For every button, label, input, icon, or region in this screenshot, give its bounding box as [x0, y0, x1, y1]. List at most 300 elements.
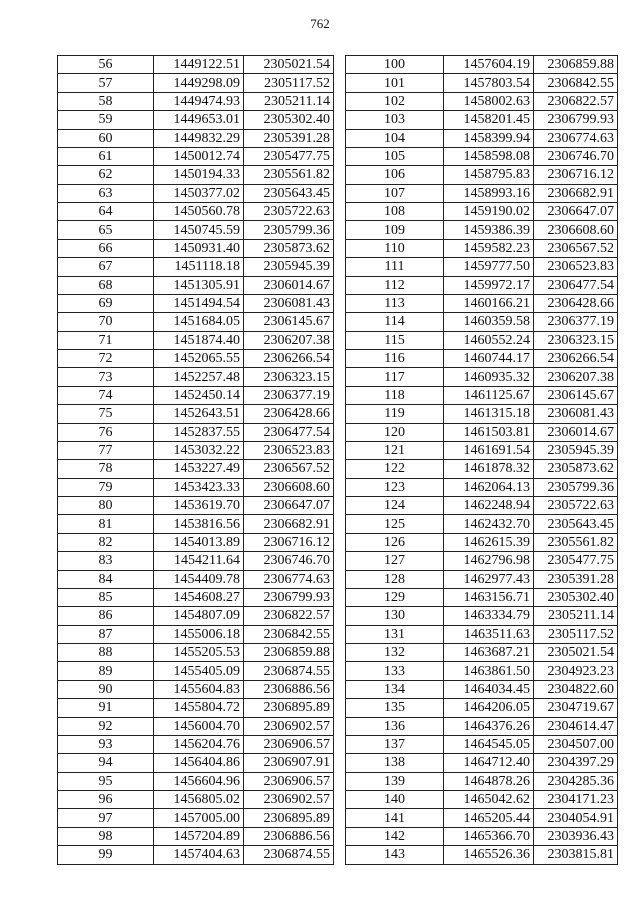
- coordinate-y-cell: 2305722.63: [244, 203, 334, 221]
- table-row: [58, 846, 334, 864]
- coordinate-x-cell: 1452065.55: [154, 350, 244, 368]
- coordinate-x-cell: 1451684.05: [154, 313, 244, 331]
- coordinate-y-cell: 2305873.62: [534, 460, 618, 478]
- table-row: [346, 478, 618, 496]
- table-row: [346, 552, 618, 570]
- table-row: [346, 350, 618, 368]
- table-row: [346, 313, 618, 331]
- coordinate-x-cell: 1455405.09: [154, 662, 244, 680]
- coordinate-x-cell: 1450931.40: [154, 239, 244, 257]
- table-row: [346, 809, 618, 827]
- coordinate-y-cell: 2306716.12: [534, 166, 618, 184]
- coordinate-x-cell: 1459972.17: [444, 276, 534, 294]
- table-row: [346, 56, 618, 74]
- coordinate-x-cell: 1460935.32: [444, 368, 534, 386]
- coordinate-x-cell: 1453816.56: [154, 515, 244, 533]
- coordinate-y-cell: 2306906.57: [244, 735, 334, 753]
- point-number-cell: 122: [346, 460, 444, 478]
- coordinate-y-cell: 2306822.57: [534, 92, 618, 110]
- coordinate-x-cell: 1449832.29: [154, 129, 244, 147]
- coordinate-x-cell: 1460552.24: [444, 331, 534, 349]
- table-row: [346, 294, 618, 312]
- coordinate-y-cell: 2306859.88: [244, 644, 334, 662]
- point-number-cell: 125: [346, 515, 444, 533]
- coordinate-y-cell: 2305302.40: [534, 588, 618, 606]
- coordinate-x-cell: 1451305.91: [154, 276, 244, 294]
- point-number-cell: 87: [58, 625, 154, 643]
- table-row: [58, 239, 334, 257]
- coordinate-x-cell: 1465366.70: [444, 827, 534, 845]
- table-row: [346, 570, 618, 588]
- table-row: [346, 203, 618, 221]
- table-body-left: [58, 56, 334, 865]
- table-row: [58, 203, 334, 221]
- table-row: [346, 827, 618, 845]
- coordinate-y-cell: 2306886.56: [244, 827, 334, 845]
- page-number: 762: [310, 16, 330, 31]
- coordinate-y-cell: 2306895.89: [244, 809, 334, 827]
- coordinate-x-cell: 1451118.18: [154, 258, 244, 276]
- table-row: [58, 313, 334, 331]
- point-number-cell: 135: [346, 699, 444, 717]
- coordinate-y-cell: 2305117.52: [534, 625, 618, 643]
- table-row: [346, 129, 618, 147]
- coordinate-y-cell: 2305643.45: [244, 184, 334, 202]
- point-number-cell: 83: [58, 552, 154, 570]
- coordinate-x-cell: 1450377.02: [154, 184, 244, 202]
- coordinate-x-cell: 1456404.86: [154, 754, 244, 772]
- point-number-cell: 113: [346, 294, 444, 312]
- coordinate-x-cell: 1453423.33: [154, 478, 244, 496]
- coordinate-y-cell: 2306266.54: [534, 350, 618, 368]
- coordinate-y-cell: 2304614.47: [534, 717, 618, 735]
- coordinate-y-cell: 2306567.52: [244, 460, 334, 478]
- coordinate-y-cell: 2304397.29: [534, 754, 618, 772]
- point-number-cell: 60: [58, 129, 154, 147]
- coordinate-y-cell: 2306874.55: [244, 846, 334, 864]
- table-row: [58, 717, 334, 735]
- coordinate-y-cell: 2306608.60: [534, 221, 618, 239]
- point-number-cell: 141: [346, 809, 444, 827]
- point-number-cell: 64: [58, 203, 154, 221]
- table-row: [346, 772, 618, 790]
- table-row: [58, 166, 334, 184]
- coordinate-y-cell: 2306874.55: [244, 662, 334, 680]
- table-body-right: [346, 56, 618, 865]
- point-number-cell: 58: [58, 92, 154, 110]
- coordinate-x-cell: 1450745.59: [154, 221, 244, 239]
- table-row: [346, 607, 618, 625]
- point-number-cell: 104: [346, 129, 444, 147]
- table-row: [58, 350, 334, 368]
- coordinate-x-cell: 1461691.54: [444, 441, 534, 459]
- coordinate-y-cell: 2306799.93: [244, 588, 334, 606]
- point-number-cell: 129: [346, 588, 444, 606]
- table-row: [346, 147, 618, 165]
- coordinate-x-cell: 1456004.70: [154, 717, 244, 735]
- coordinate-y-cell: 2305945.39: [534, 441, 618, 459]
- point-number-cell: 98: [58, 827, 154, 845]
- coordinate-x-cell: 1464206.05: [444, 699, 534, 717]
- coordinate-y-cell: 2305643.45: [534, 515, 618, 533]
- coordinate-x-cell: 1462977.43: [444, 570, 534, 588]
- table-row: [58, 754, 334, 772]
- table-row: [58, 111, 334, 129]
- point-number-cell: 137: [346, 735, 444, 753]
- coordinate-x-cell: 1465205.44: [444, 809, 534, 827]
- point-number-cell: 136: [346, 717, 444, 735]
- table-row: [58, 533, 334, 551]
- coordinate-x-cell: 1450560.78: [154, 203, 244, 221]
- coordinate-y-cell: 2305302.40: [244, 111, 334, 129]
- coordinate-x-cell: 1461315.18: [444, 405, 534, 423]
- point-number-cell: 119: [346, 405, 444, 423]
- point-number-cell: 59: [58, 111, 154, 129]
- point-number-cell: 115: [346, 331, 444, 349]
- table-row: [346, 644, 618, 662]
- coordinate-x-cell: 1455006.18: [154, 625, 244, 643]
- coordinate-y-cell: 2306842.55: [244, 625, 334, 643]
- coordinate-y-cell: 2305561.82: [534, 533, 618, 551]
- table-row: [346, 92, 618, 110]
- coordinate-y-cell: 2306477.54: [534, 276, 618, 294]
- coordinate-x-cell: 1454608.27: [154, 588, 244, 606]
- coordinate-x-cell: 1456604.96: [154, 772, 244, 790]
- coordinate-y-cell: 2305477.75: [244, 147, 334, 165]
- point-number-cell: 84: [58, 570, 154, 588]
- table-row: [58, 56, 334, 74]
- point-number-cell: 94: [58, 754, 154, 772]
- coordinate-x-cell: 1459190.02: [444, 203, 534, 221]
- point-number-cell: 117: [346, 368, 444, 386]
- coordinates-table-right: [345, 55, 618, 865]
- coordinate-x-cell: 1458795.83: [444, 166, 534, 184]
- point-number-cell: 101: [346, 74, 444, 92]
- table-row: [346, 754, 618, 772]
- coordinate-x-cell: 1449653.01: [154, 111, 244, 129]
- table-row: [58, 441, 334, 459]
- coordinate-x-cell: 1452837.55: [154, 423, 244, 441]
- coordinate-y-cell: 2305391.28: [244, 129, 334, 147]
- table-row: [58, 699, 334, 717]
- table-row: [346, 441, 618, 459]
- coordinate-y-cell: 2306377.19: [534, 313, 618, 331]
- point-number-cell: 66: [58, 239, 154, 257]
- coordinate-x-cell: 1452450.14: [154, 386, 244, 404]
- coordinate-x-cell: 1455604.83: [154, 680, 244, 698]
- table-row: [58, 570, 334, 588]
- table-row: [346, 588, 618, 606]
- coordinate-x-cell: 1455804.72: [154, 699, 244, 717]
- point-number-cell: 106: [346, 166, 444, 184]
- point-number-cell: 71: [58, 331, 154, 349]
- coordinate-y-cell: 2306682.91: [244, 515, 334, 533]
- coordinate-y-cell: 2306859.88: [534, 56, 618, 74]
- point-number-cell: 131: [346, 625, 444, 643]
- coordinate-y-cell: 2305211.14: [534, 607, 618, 625]
- table-row: [58, 258, 334, 276]
- point-number-cell: 90: [58, 680, 154, 698]
- coordinate-x-cell: 1453032.22: [154, 441, 244, 459]
- point-number-cell: 77: [58, 441, 154, 459]
- point-number-cell: 140: [346, 791, 444, 809]
- point-number-cell: 80: [58, 497, 154, 515]
- table-row: [346, 460, 618, 478]
- coordinate-x-cell: 1457005.00: [154, 809, 244, 827]
- coordinate-y-cell: 2306207.38: [534, 368, 618, 386]
- coordinate-y-cell: 2305799.36: [534, 478, 618, 496]
- coordinate-y-cell: 2305117.52: [244, 74, 334, 92]
- coordinate-x-cell: 1452643.51: [154, 405, 244, 423]
- coordinate-x-cell: 1464034.45: [444, 680, 534, 698]
- coordinate-y-cell: 2306822.57: [244, 607, 334, 625]
- point-number-cell: 70: [58, 313, 154, 331]
- coordinate-y-cell: 2304822.60: [534, 680, 618, 698]
- coordinate-x-cell: 1457604.19: [444, 56, 534, 74]
- table-row: [58, 221, 334, 239]
- point-number-cell: 91: [58, 699, 154, 717]
- coordinate-x-cell: 1456805.02: [154, 791, 244, 809]
- coordinate-x-cell: 1454409.78: [154, 570, 244, 588]
- point-number-cell: 78: [58, 460, 154, 478]
- coordinate-x-cell: 1463861.50: [444, 662, 534, 680]
- coordinate-y-cell: 2304054.91: [534, 809, 618, 827]
- point-number-cell: 82: [58, 533, 154, 551]
- point-number-cell: 118: [346, 386, 444, 404]
- coordinate-y-cell: 2306907.91: [244, 754, 334, 772]
- point-number-cell: 95: [58, 772, 154, 790]
- table-row: [346, 699, 618, 717]
- point-number-cell: 107: [346, 184, 444, 202]
- table-row: [58, 129, 334, 147]
- coordinate-x-cell: 1453227.49: [154, 460, 244, 478]
- point-number-cell: 89: [58, 662, 154, 680]
- coordinate-y-cell: 2306428.66: [534, 294, 618, 312]
- coordinate-x-cell: 1450194.33: [154, 166, 244, 184]
- point-number-cell: 116: [346, 350, 444, 368]
- table-row: [346, 386, 618, 404]
- coordinate-x-cell: 1453619.70: [154, 497, 244, 515]
- point-number-cell: 100: [346, 56, 444, 74]
- table-row: [58, 423, 334, 441]
- point-number-cell: 114: [346, 313, 444, 331]
- point-number-cell: 126: [346, 533, 444, 551]
- coordinate-y-cell: 2304719.67: [534, 699, 618, 717]
- coordinate-y-cell: 2305021.54: [244, 56, 334, 74]
- coordinate-x-cell: 1459777.50: [444, 258, 534, 276]
- coordinate-y-cell: 2306746.70: [244, 552, 334, 570]
- coordinate-y-cell: 2305477.75: [534, 552, 618, 570]
- coordinate-y-cell: 2306477.54: [244, 423, 334, 441]
- coordinate-x-cell: 1457803.54: [444, 74, 534, 92]
- coordinate-y-cell: 2304507.00: [534, 735, 618, 753]
- coordinate-y-cell: 2304171.23: [534, 791, 618, 809]
- table-row: [58, 147, 334, 165]
- coordinate-x-cell: 1458598.08: [444, 147, 534, 165]
- coordinate-x-cell: 1460166.21: [444, 294, 534, 312]
- coordinate-y-cell: 2306567.52: [534, 239, 618, 257]
- coordinate-x-cell: 1463511.63: [444, 625, 534, 643]
- coordinate-y-cell: 2304923.23: [534, 662, 618, 680]
- point-number-cell: 92: [58, 717, 154, 735]
- table-row: [58, 478, 334, 496]
- coordinate-y-cell: 2306902.57: [244, 791, 334, 809]
- table-row: [346, 111, 618, 129]
- coordinate-y-cell: 2305021.54: [534, 644, 618, 662]
- coordinate-x-cell: 1454807.09: [154, 607, 244, 625]
- point-number-cell: 63: [58, 184, 154, 202]
- table-row: [58, 809, 334, 827]
- coordinate-y-cell: 2306799.93: [534, 111, 618, 129]
- coordinate-y-cell: 2306608.60: [244, 478, 334, 496]
- table-row: [58, 74, 334, 92]
- coordinate-x-cell: 1464545.05: [444, 735, 534, 753]
- table-row: [58, 588, 334, 606]
- table-row: [58, 368, 334, 386]
- table-row: [346, 680, 618, 698]
- table-row: [346, 846, 618, 864]
- table-row: [346, 497, 618, 515]
- coordinate-x-cell: 1455205.53: [154, 644, 244, 662]
- point-number-cell: 132: [346, 644, 444, 662]
- coordinate-x-cell: 1464712.40: [444, 754, 534, 772]
- coordinate-y-cell: 2306902.57: [244, 717, 334, 735]
- coordinate-x-cell: 1457404.63: [154, 846, 244, 864]
- point-number-cell: 61: [58, 147, 154, 165]
- point-number-cell: 134: [346, 680, 444, 698]
- coordinate-x-cell: 1459582.23: [444, 239, 534, 257]
- point-number-cell: 105: [346, 147, 444, 165]
- coordinate-y-cell: 2306746.70: [534, 147, 618, 165]
- coordinate-x-cell: 1465526.36: [444, 846, 534, 864]
- table-row: [346, 662, 618, 680]
- point-number-cell: 96: [58, 791, 154, 809]
- point-number-cell: 56: [58, 56, 154, 74]
- coordinate-y-cell: 2306081.43: [244, 294, 334, 312]
- point-number-cell: 69: [58, 294, 154, 312]
- point-number-cell: 74: [58, 386, 154, 404]
- coordinate-x-cell: 1461125.67: [444, 386, 534, 404]
- point-number-cell: 81: [58, 515, 154, 533]
- coordinate-x-cell: 1461878.32: [444, 460, 534, 478]
- coordinate-x-cell: 1463687.21: [444, 644, 534, 662]
- coordinate-x-cell: 1458002.63: [444, 92, 534, 110]
- coordinate-x-cell: 1465042.62: [444, 791, 534, 809]
- coordinate-y-cell: 2306014.67: [244, 276, 334, 294]
- table-row: [346, 533, 618, 551]
- table-row: [346, 515, 618, 533]
- coordinate-y-cell: 2306647.07: [244, 497, 334, 515]
- coordinate-y-cell: 2306886.56: [244, 680, 334, 698]
- coordinate-y-cell: 2305722.63: [534, 497, 618, 515]
- table-row: [346, 368, 618, 386]
- coordinate-y-cell: 2306377.19: [244, 386, 334, 404]
- point-number-cell: 120: [346, 423, 444, 441]
- coordinates-table-left: [57, 55, 334, 865]
- coordinate-y-cell: 2306906.57: [244, 772, 334, 790]
- coordinate-x-cell: 1456204.76: [154, 735, 244, 753]
- table-row: [58, 92, 334, 110]
- coordinate-x-cell: 1464376.26: [444, 717, 534, 735]
- coordinate-y-cell: 2306647.07: [534, 203, 618, 221]
- coordinate-x-cell: 1463334.79: [444, 607, 534, 625]
- coordinate-x-cell: 1454013.89: [154, 533, 244, 551]
- table-row: [58, 625, 334, 643]
- table-row: [346, 74, 618, 92]
- coordinate-x-cell: 1462796.98: [444, 552, 534, 570]
- point-number-cell: 75: [58, 405, 154, 423]
- coordinate-y-cell: 2306145.67: [244, 313, 334, 331]
- table-row: [346, 184, 618, 202]
- table-row: [346, 166, 618, 184]
- table-row: [346, 405, 618, 423]
- table-row: [58, 184, 334, 202]
- coordinate-y-cell: 2305799.36: [244, 221, 334, 239]
- coordinate-x-cell: 1449474.93: [154, 92, 244, 110]
- table-row: [58, 460, 334, 478]
- point-number-cell: 67: [58, 258, 154, 276]
- coordinate-x-cell: 1462432.70: [444, 515, 534, 533]
- table-row: [58, 644, 334, 662]
- table-row: [58, 662, 334, 680]
- point-number-cell: 103: [346, 111, 444, 129]
- point-number-cell: 111: [346, 258, 444, 276]
- point-number-cell: 128: [346, 570, 444, 588]
- point-number-cell: 127: [346, 552, 444, 570]
- coordinate-x-cell: 1450012.74: [154, 147, 244, 165]
- coordinate-x-cell: 1449122.51: [154, 56, 244, 74]
- table-row: [346, 276, 618, 294]
- point-number-cell: 97: [58, 809, 154, 827]
- table-row: [58, 331, 334, 349]
- coordinate-x-cell: 1451494.54: [154, 294, 244, 312]
- table-row: [58, 791, 334, 809]
- coordinate-x-cell: 1460744.17: [444, 350, 534, 368]
- table-row: [346, 735, 618, 753]
- point-number-cell: 108: [346, 203, 444, 221]
- point-number-cell: 121: [346, 441, 444, 459]
- coordinate-y-cell: 2306716.12: [244, 533, 334, 551]
- point-number-cell: 68: [58, 276, 154, 294]
- coordinate-x-cell: 1452257.48: [154, 368, 244, 386]
- coordinate-y-cell: 2306323.15: [244, 368, 334, 386]
- coordinate-x-cell: 1460359.58: [444, 313, 534, 331]
- point-number-cell: 62: [58, 166, 154, 184]
- point-number-cell: 142: [346, 827, 444, 845]
- coordinate-y-cell: 2305945.39: [244, 258, 334, 276]
- coordinate-x-cell: 1461503.81: [444, 423, 534, 441]
- point-number-cell: 72: [58, 350, 154, 368]
- coordinate-y-cell: 2306014.67: [534, 423, 618, 441]
- point-number-cell: 124: [346, 497, 444, 515]
- point-number-cell: 79: [58, 478, 154, 496]
- coordinate-y-cell: 2305211.14: [244, 92, 334, 110]
- table-row: [58, 276, 334, 294]
- point-number-cell: 93: [58, 735, 154, 753]
- table-row: [346, 331, 618, 349]
- point-number-cell: 102: [346, 92, 444, 110]
- coordinate-y-cell: 2305873.62: [244, 239, 334, 257]
- coordinate-y-cell: 2306323.15: [534, 331, 618, 349]
- coordinate-y-cell: 2306207.38: [244, 331, 334, 349]
- point-number-cell: 123: [346, 478, 444, 496]
- coordinate-y-cell: 2306081.43: [534, 405, 618, 423]
- coordinate-y-cell: 2306266.54: [244, 350, 334, 368]
- table-row: [58, 827, 334, 845]
- coordinate-x-cell: 1463156.71: [444, 588, 534, 606]
- table-row: [58, 515, 334, 533]
- coordinate-y-cell: 2306774.63: [534, 129, 618, 147]
